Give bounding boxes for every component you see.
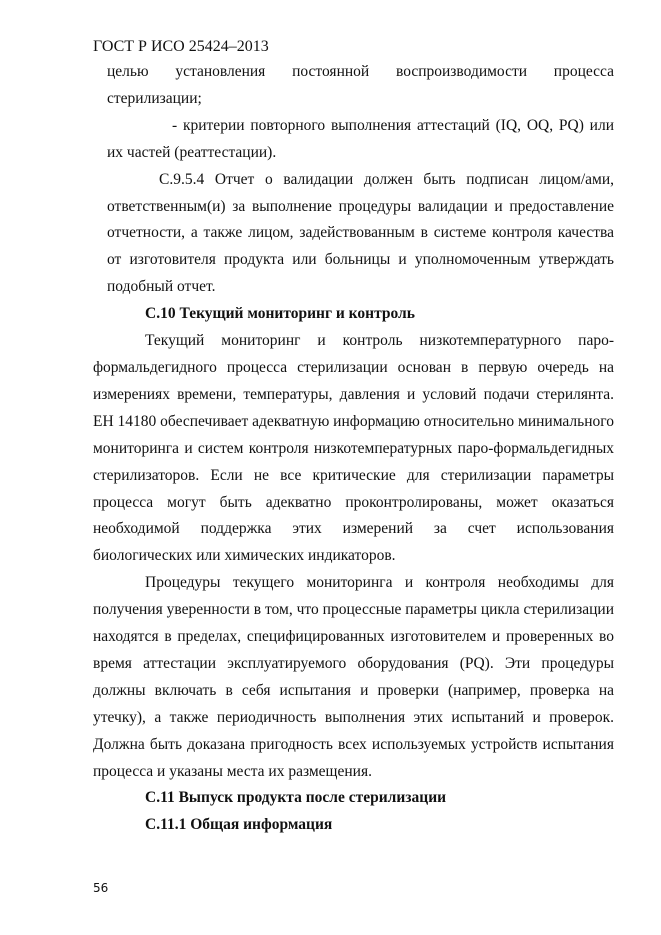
paragraph-c-9-5-4: С.9.5.4 Отчет о валидации должен быть подписан лицом/ами, ответственным(и) за выполнение процедуры валидации и предоставление отчетности, а также лицом, задействованным в системе контроля качества от изготовителя продукта или больницы и уполномоченным утверждать подобный отчет. [107, 170, 614, 296]
paragraph-criteria: - критерии повторного выполнения аттестаций (IQ, OQ, PQ) или их частей (реаттестации). [107, 116, 614, 161]
paragraph-procedures: Процедуры текущего мониторинга и контроля необходимы для получения уверенности в том, что процессные параметры цикла стерилизации находятся в пределах, специфицированных изготовителем и проверенных во время аттестации эксплуатируемого оборудования (PQ). Эти процедуры должны включать в себя испытания и проверки (например, проверка на утечку), а также периодичность выполнения этих испытаний и проверок. Должна быть доказана пригодность всех используемых устройств испытания процесса и указаны места их размещения. [93, 574, 614, 780]
paragraph-continuation: целью установления постоянной воспроизводимости процесса стерилизации; [107, 63, 614, 107]
paragraph-monitoring: Текущий мониторинг и контроль низкотемпературного паро-формальдегидного процесса стерилизации основан в первую очередь на измерениях времени, температуры, давления и условий подачи стерилянта. ЕН 14180 обеспечивает адекватную информацию относительно минимального мониторинга и систем контроля низкотемпературных паро-формальдегидных стерилизаторов. Если не все критические для стерилизации параметры процесса могут быть адекватно проконтролированы, может оказаться необходимой поддержка этих измерений за счет использования биологических или химических индикаторов. [93, 332, 614, 565]
section-heading-c10: С.10 Текущий мониторинг и контроль [145, 305, 415, 323]
page-number: 56 [93, 881, 109, 895]
section-heading-c11-1: С.11.1 Общая информация [145, 816, 333, 834]
section-heading-c11: С.11 Выпуск продукта после стерилизации [145, 789, 447, 807]
document-header: ГОСТ Р ИСО 25424–2013 [93, 38, 269, 55]
document-body [93, 59, 614, 839]
